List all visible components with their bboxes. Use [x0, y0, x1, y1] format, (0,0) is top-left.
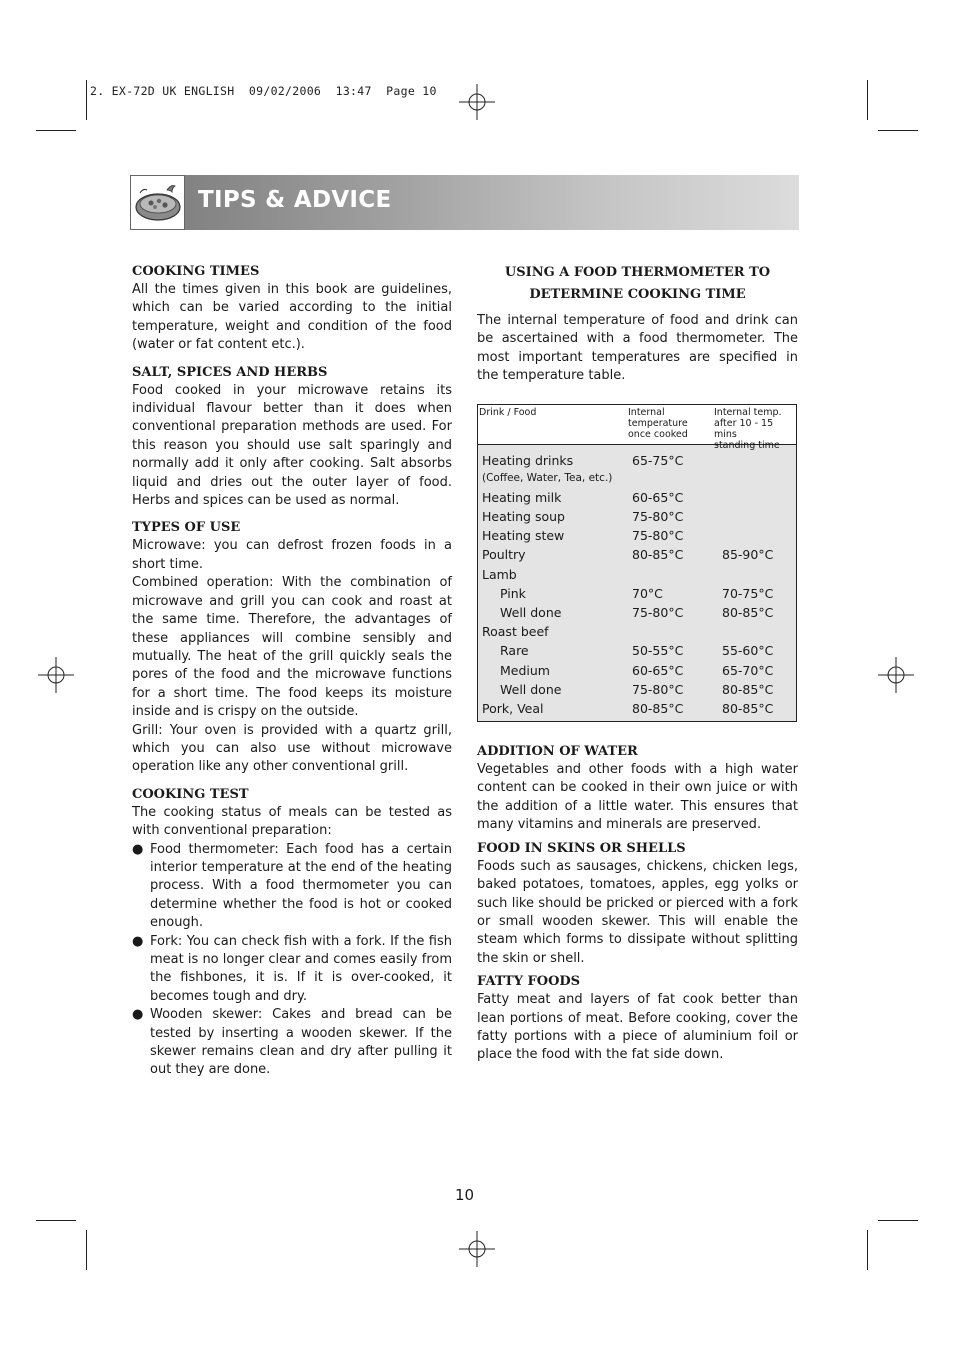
bullet-icon: ●: [132, 841, 144, 857]
crop-mark: [878, 130, 918, 131]
crop-mark: [36, 130, 76, 131]
section-heading: COOKING TEST: [132, 786, 249, 802]
crop-mark: [36, 1220, 76, 1221]
column-header: Drink / Food: [479, 406, 537, 418]
paragraph: Grill: Your oven is provided with a quartz grill, which you can also use without microwave operation like any other conventional grill.: [132, 722, 452, 775]
section-heading: COOKING TIMES: [132, 264, 260, 279]
table-row: Heating soup 75-80°C: [482, 509, 684, 524]
section-heading: FATTY FOODS: [477, 974, 581, 990]
list-item: ● Fork: You can check fish with a fork. If the fish meat is no longer clear and comes easily from the fishbones, it is. If it is over-cooked, it becomes tough and dry.: [132, 933, 452, 1004]
table-row: Heating stew 75-80°C: [482, 528, 684, 544]
crop-mark: [867, 80, 868, 120]
list-item: ● Wooden skewer: Cakes and bread can be tested by inserting a wooden skewer. If the skewer remains clean and dry after pulling it out they are done.: [132, 1007, 452, 1078]
paragraph: All the times given in this book are guidelines, which can be varied according to the initial temperature, weight and condition of the food (water or fat content etc.).: [132, 282, 452, 353]
bullet-icon: ●: [132, 1007, 144, 1023]
bullet-list: [132, 841, 452, 1080]
table-row: Pork, Veal 80-85°C 80-85°C: [482, 700, 774, 716]
paragraph: Food cooked in your microwave retains its individual flavour better than it does when conventional preparation methods are used. For this reason you should use salt sparingly and normally add it only after cooking. Salt absorbs liquid and dries out the outer layer of food. Herbs and spices can be used as normal.: [132, 382, 452, 509]
paragraph: Foods such as sausages, chickens, chicken legs, baked potatoes, tomatoes, apples, egg yolks or such like should be pricked or pierced with a fork or small wooden skewer. This will enable the steam which forms to dissipate without splitting the skin or shell.: [477, 858, 798, 966]
section-heading: SALT, SPICES AND HERBS: [132, 364, 328, 380]
paragraph: Combined operation: With the combination of microwave and grill you can cook and roast at the same time. Therefore, the advantages of these appliances will combine sensibly and mutually. The heat of the grill quickly seals the pores of the food and the microwave functions for a short time. The food keeps its moisture inside and is crispy on the outside.: [132, 575, 452, 720]
section-heading: ADDITION OF WATER: [477, 744, 638, 760]
table-row: Poultry 80-85°C 85-90°C: [482, 547, 774, 563]
registration-mark-icon: [459, 1231, 495, 1267]
paragraph: Fatty meat and layers of fat cook better than lean portions of meat. Before cooking, cover the fatty portions with a piece of aluminium foil or place the food with the fat side down.: [477, 992, 798, 1063]
print-slug: 2. EX-72D UK ENGLISH 09/02/2006 13:47 Page 10: [90, 84, 437, 98]
column-header: Internal temperature once cooked: [628, 406, 688, 440]
paragraph: Microwave: you can defrost frozen foods in a short time.: [132, 538, 452, 572]
page-number: 10: [455, 1186, 475, 1204]
registration-mark-icon: [878, 657, 914, 693]
paragraph: The internal temperature of food and drink can be ascertained with a food thermometer. The most important temperatures are specified in the temperature table.: [477, 313, 798, 384]
table-row: Lamb: [482, 566, 517, 582]
list-item: ● Food thermometer: Each food has a certain interior temperature at the end of the heating process. With a food thermometer you can determine whether the food is hot or cooked enough.: [132, 841, 452, 931]
crop-mark: [867, 1230, 868, 1270]
section-heading: TYPES OF USE: [132, 520, 241, 536]
registration-mark-icon: [459, 84, 495, 120]
paragraph: The cooking status of meals can be tested as with conventional preparation:: [132, 804, 452, 839]
left-column: [132, 262, 452, 1080]
table-header: [478, 405, 796, 451]
table-body: [478, 445, 796, 721]
section-heading: USING A FOOD THERMOMETER TO DETERMINE COOKING TIME: [504, 265, 771, 302]
table-row: Pink 70°C 70-75°C: [500, 585, 774, 601]
paragraph: Vegetables and other foods with a high water content can be cooked in their own juice or with the addition of a little water. This ensures that many vitamins and minerals are preserved.: [477, 762, 798, 833]
table-row: Rare 50-55°C 55-60°C: [500, 643, 774, 659]
section-heading: FOOD IN SKINS OR SHELLS: [477, 840, 686, 856]
table-row: Well done 75-80°C 80-85°C: [500, 681, 774, 697]
crop-mark: [86, 1230, 87, 1270]
table-row: Heating drinks 65-75°C: [482, 452, 684, 468]
page-title: TIPS & ADVICE: [198, 187, 392, 213]
cooking-dish-icon: [130, 175, 185, 230]
table-row: Heating milk 60-65°C: [482, 489, 684, 505]
registration-mark-icon: [38, 657, 74, 693]
table-row: Well done 75-80°C 80-85°C: [500, 604, 774, 620]
temperature-table: [477, 404, 797, 722]
crop-mark: [86, 80, 87, 120]
crop-mark: [878, 1220, 918, 1221]
table-row: (Coffee, Water, Tea, etc.): [482, 471, 613, 484]
table-row: Medium 60-65°C 65-70°C: [500, 662, 774, 678]
bullet-icon: ●: [132, 933, 144, 949]
table-row: Roast beef: [482, 624, 549, 640]
column-header: Internal temp. after 10 - 15 mins standing time: [714, 406, 782, 451]
section-header-banner: [130, 175, 799, 230]
right-column: [477, 262, 798, 1065]
